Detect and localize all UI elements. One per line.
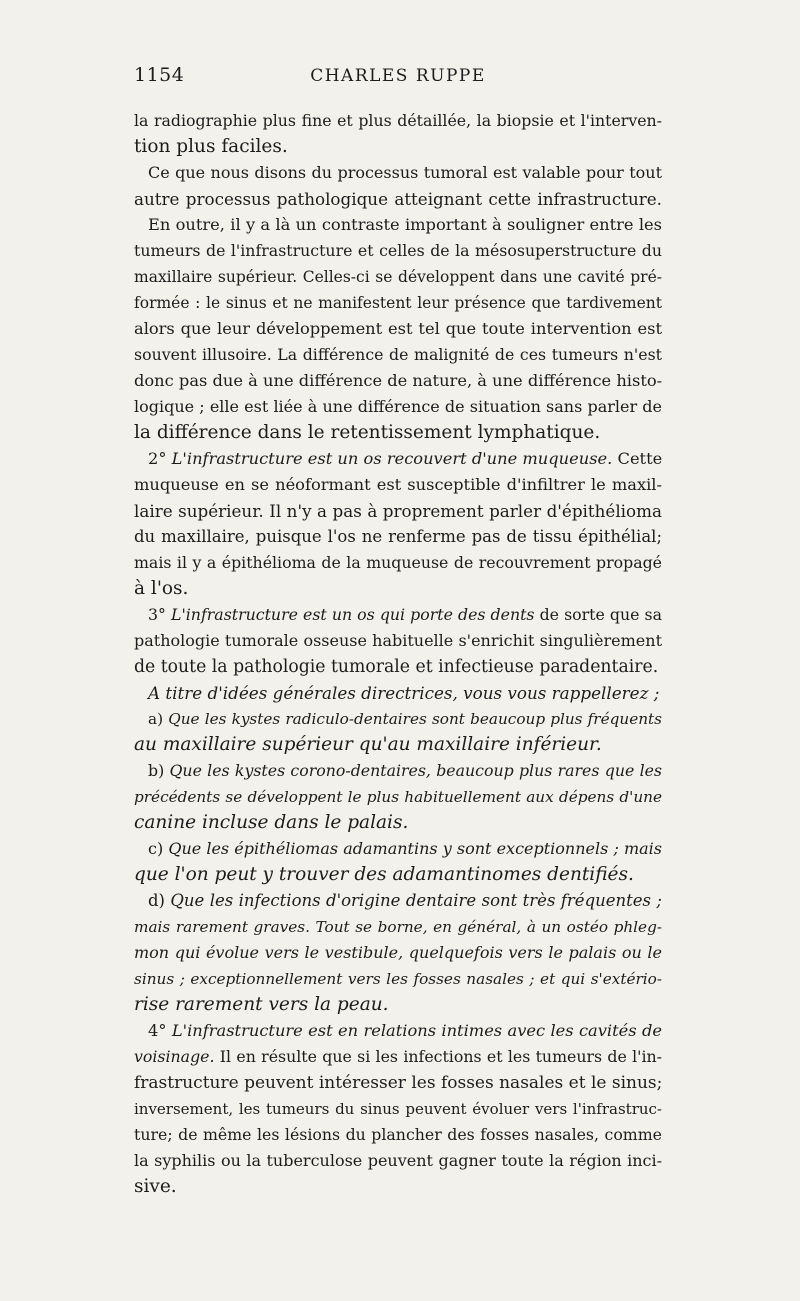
list-marker: 2° [148,449,172,468]
italic-phrase: Que les kystes radiculo-dentaires sont beaucoup plus fréquents [168,710,663,728]
text-line [134,888,662,914]
text-line: donc pas due à une différence de nature, à une différence histo- [134,371,663,390]
text-line [134,836,662,862]
text-line: A titre d'idées générales directrices, vous vous rappellerez ; [148,683,660,703]
text-line: que l'on peut y trouver des adamantinomes dentifiés. [134,864,634,885]
page-header [134,64,662,94]
text-line: tumeurs de l'infrastructure et celles de la mésosuperstructure du [134,241,662,260]
text-line: sive. [134,1176,177,1197]
italic-phrase: Que les kystes corono-dentaires, beaucoup plus rares que les [169,761,663,780]
text-line: mais il y a épithélioma de la muqueuse de recouvrement propagé [134,553,662,572]
text-line [134,1018,662,1044]
list-marker: d) [148,891,171,910]
text-line: logique ; elle est liée à une différence de situation sans parler de [134,397,662,416]
text-line: la syphilis ou la tuberculose peuvent gagner toute la région inci- [134,1151,662,1170]
text-line: du maxillaire, puisque l'os ne renferme pas de tissu épithélial; [134,527,662,546]
italic-phrase: Que les infections d'origine dentaire sont très fréquentes ; [170,891,662,910]
text-fragment: Il en résulte que si les infections et les tumeurs de l'in- [214,1047,662,1066]
text-line: Ce que nous disons du processus tumoral est valable pour tout [148,163,662,182]
text-line: sinus ; exceptionnellement vers les fosses nasales ; et qui s'extério- [134,970,662,988]
text-line: à l'os. [134,578,189,599]
text-line: mais rarement graves. Tout se borne, en général, à un ostéo phleg- [134,918,662,936]
page-number: 1154 [134,64,185,86]
list-marker: 4° [148,1021,172,1040]
text-line: laire supérieur. Il n'y a pas à proprement parler d'épithélioma [134,501,662,521]
text-line: alors que leur développement est tel que toute intervention est [134,319,662,338]
text-line: autre processus pathologique atteignant cette infrastructure. [134,189,662,209]
list-marker: a) [148,710,169,728]
list-marker: b) [148,761,170,780]
text-line [134,706,662,732]
list-marker: 3° [148,605,171,624]
text-line: tion plus faciles. [134,136,288,157]
text-line [134,758,662,784]
text-line: au maxillaire supérieur qu'au maxillaire inférieur. [134,734,602,755]
italic-phrase: voisinage. [134,1047,215,1066]
italic-phrase: L'infrastructure est en relations intimes avec les cavités de [171,1021,662,1040]
text-line: la différence dans le retentissement lymphatique. [134,422,601,443]
text-line [134,1044,662,1070]
text-line: précédents se développent le plus habituellement aux dépens d'une [134,788,662,806]
text-line: pathologie tumorale osseuse habituelle s'enrichit singulièrement [134,631,662,650]
text-line: rise rarement vers la peau. [134,994,389,1015]
list-marker: c) [148,839,169,858]
text-line: frastructure peuvent intéresser les fosses nasales et le sinus; [134,1073,663,1093]
text-line: de toute la pathologie tumorale et infectieuse paradentaire. [134,657,659,677]
text-line: formée : le sinus et ne manifestent leur présence que tardivement [134,294,662,312]
italic-phrase: Que les épithéliomas adamantins y sont exceptionnels ; mais [168,839,662,858]
running-head: CHARLES RUPPE [310,66,486,86]
body-text [134,108,662,1200]
text-line [134,446,662,472]
text-line: En outre, il y a là un contraste important à souligner entre les [148,215,662,234]
text-line: la radiographie plus fine et plus détaillée, la biopsie et l'interven- [134,111,662,130]
text-line: souvent illusoire. La différence de malignité de ces tumeurs n'est [134,345,662,364]
text-line: muqueuse en se néoformant est susceptible d'infiltrer le maxil- [134,475,662,494]
text-line: inversement, les tumeurs du sinus peuvent évoluer vers l'infrastruc- [134,1100,662,1118]
text-line: ture; de même les lésions du plancher des fosses nasales, comme [134,1125,662,1144]
text-line: maxillaire supérieur. Celles-ci se développent dans une cavité pré- [134,268,662,286]
text-fragment: Cette [612,449,663,468]
text-line [134,602,662,628]
italic-phrase: L'infrastructure est un os recouvert d'une muqueuse. [171,449,613,468]
text-fragment: de sorte que sa [534,605,662,624]
italic-phrase: L'infrastructure est un os qui porte des dents [170,605,535,624]
text-line: mon qui évolue vers le vestibule, quelquefois vers le palais ou le [134,943,662,962]
text-line: canine incluse dans le palais. [134,812,409,833]
